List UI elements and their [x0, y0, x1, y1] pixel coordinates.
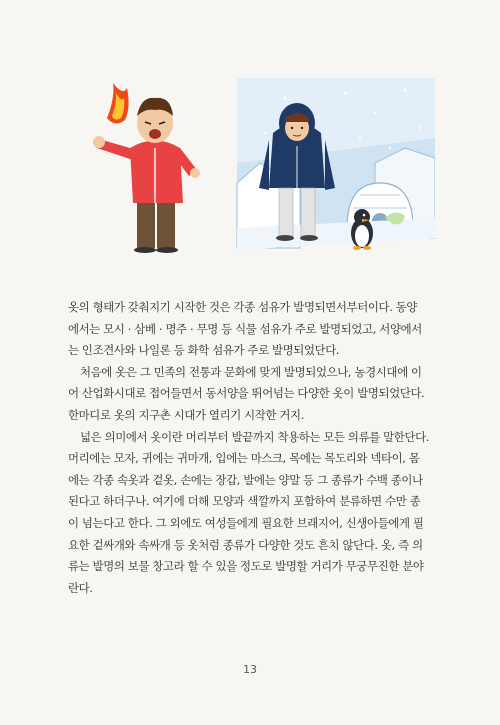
- text-line: 처음에 옷은 그 민족의 전통과 문화에 맞게 발명되었으나, 농경시대에 이: [80, 364, 422, 379]
- text-line: 한마디로 옷의 지구촌 시대가 열리기 시작한 거지.: [68, 407, 304, 422]
- text-line: 어 산업화시대로 접어들면서 동서양을 뛰어넘는 다양한 옷이 발명되었단다.: [68, 386, 425, 401]
- text-line: 류는 발명의 보물 창고라 할 수 있을 정도로 발명할 거리가 무궁무진한 분야: [68, 559, 424, 574]
- chapter-illustration: [85, 78, 435, 253]
- page-number: 13: [243, 663, 257, 676]
- text-line: 옷의 형태가 갖춰지기 시작한 것은 각종 섬유가 발명되면서부터이다. 동양: [68, 300, 418, 314]
- text-line: 는 인조견사와 나일론 등 화학 섬유가 주로 발명되었단다.: [68, 343, 340, 358]
- text-line: 요한 겉싸개와 속싸개 등 옷처럼 종류가 다양한 것도 흔치 않단다. 옷, 즉 의: [68, 537, 423, 552]
- text-line: 머리에는 모자, 귀에는 귀마개, 입에는 마스크, 목에는 목도리와 넥타이, 몸: [68, 451, 420, 466]
- text-line: 이 넘는다고 한다. 그 외에도 여성들에게 필요한 브래지어, 신생아들에게 필: [68, 515, 424, 530]
- penguin: [351, 209, 373, 250]
- text-line: 넓은 의미에서 옷이란 머리부터 발끝까지 착용하는 모든 의류를 말한단다.: [80, 429, 430, 444]
- text-line: 란다.: [68, 580, 93, 595]
- text-line: 된다고 하더구나. 여기에 더해 모양과 색깔까지 포함하여 분류하면 수만 종: [68, 494, 421, 509]
- boy-with-fire: [93, 83, 200, 253]
- text-line: 에서는 모시 · 삼베 · 명주 · 무명 등 식물 섬유가 주로 발명되었고, 서양에서: [68, 321, 422, 336]
- text-line: 에는 각종 속옷과 겉옷, 손에는 장갑, 발에는 양말 등 그 종류가 수백 종이나: [68, 472, 423, 487]
- body-text: [68, 297, 440, 599]
